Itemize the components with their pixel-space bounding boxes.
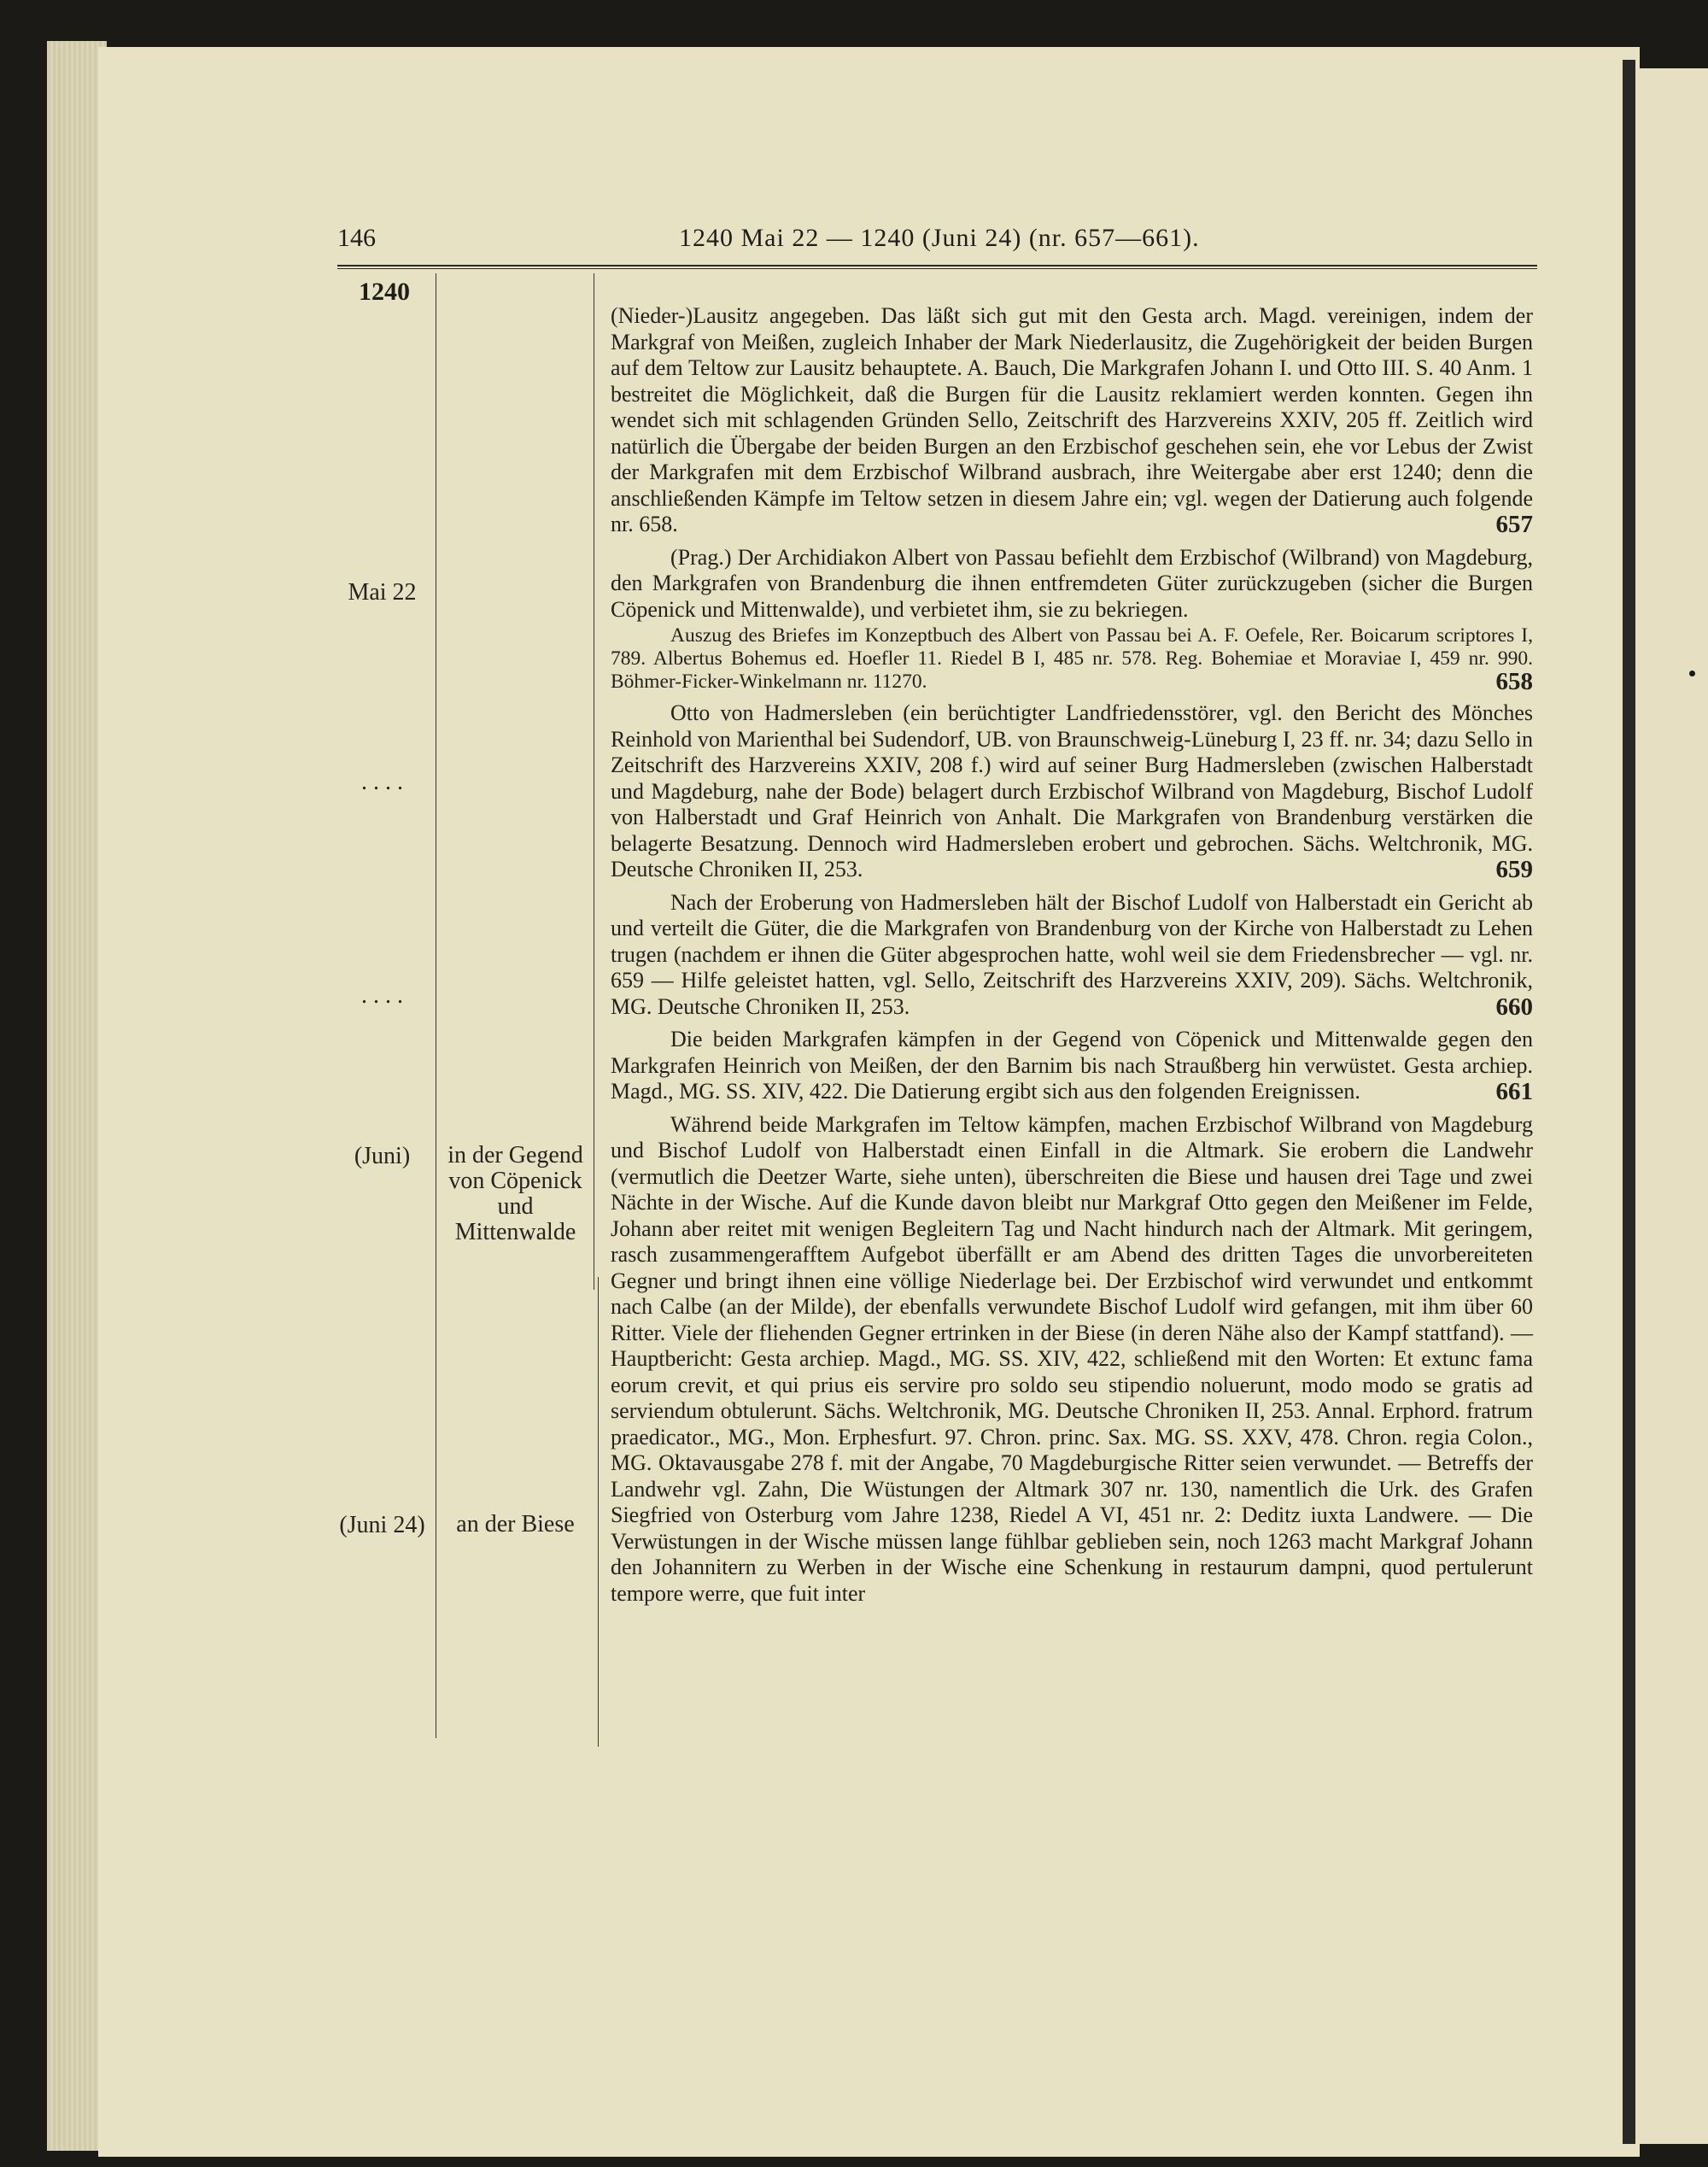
entry-text: Otto von Hadmersleben (ein berüchtigter Landfriedensstörer, vgl. den Bericht des Mönches Reinhold von Marienthal bei Sudendorf, UB. von Braunschweig-Lüneburg I, 23 ff. nr. 34; dazu Sello in Zeitschrift des Harzvereins XXIV, 208 f.) wird auf seiner Burg Hadmersleben (zwischen Halberstadt und Magdeburg, nahe der Bode) belagert durch Erzbischof Wilbrand von Magdeburg, Bischof Ludolf von Halberstadt und Graf Heinrich von Anhalt. Die Markgrafen von Brandenburg verstärken die belagerte Besatzung. Dennoch wird Hadmersleben erobert und gebrochen. Sächs. Weltchronik, MG. Deutsche Chroniken II, 253. 659 bbox=[611, 700, 1533, 883]
regest-entry bbox=[611, 700, 1533, 883]
regest-entry bbox=[611, 545, 1533, 694]
date-cell: (Juni 24) bbox=[339, 1512, 425, 1538]
book-gutter bbox=[1623, 60, 1635, 2144]
entry-number: 659 bbox=[1495, 856, 1533, 883]
date-cell: . . . . bbox=[361, 982, 403, 1009]
entry-number: 657 bbox=[1495, 511, 1533, 538]
date-cell: Mai 22 bbox=[348, 579, 417, 606]
entry-text: (Nieder-)Lausitz angegeben. Das läßt sich gut mit den Gesta arch. Magd. vereinigen, indem der Markgraf von Meißen, zugleich Inhaber der Mark Niederlausitz, die Zugehörigkeit der beiden Burgen auf dem Teltow zur Lausitz behauptete. A. Bauch, Die Markgrafen Johann I. und Otto III. S. 40 Anm. 1 bestreitet die Möglichkeit, daß die Burgen für die Lausitz reklamiert werden konnten. Gegen ihn wendet sich mit schlagenden Gründen Sello, Zeitschrift des Harzvereins XXIV, 205 ff. Zeitlich wird natürlich die Übergabe der beiden Burgen an den Erzbischof geschehen sein, ehe vor Lebus der Zwist der Markgrafen mit dem Erzbischof Wilbrand ausbrach, ihre Weitergabe aber erst 1240; denn die anschließenden Kämpfe im Teltow setzen in diesem Jahre ein; vgl. wegen der Datierung auch folgende nr. 658. 657 bbox=[611, 303, 1533, 538]
entry-text: Während beide Markgrafen im Teltow kämpfen, machen Erzbischof Wilbrand von Magdeburg und Bischof Ludolf von Halberstadt einen Einfall in die Altmark. Sie erobern die Landwehr (vermutlich die Deetzer Warte, siehe unten), überschreiten die Biese und hausen drei Tage und zwei Nächte in der Wische. Auf die Kunde davon bleibt nur Markgraf Otto gegen den Meißener im Felde, Johann aber reitet mit wenigen Begleitern Tag und Nacht hindurch nach der Altmark. Mit geringem, rasch zusammengerafftem Aufgebot überfällt er am Abend des dritten Tages die unvorbereiteten Gegner und bringt ihnen eine völlige Niederlage bei. Der Erzbischof wird verwundet und entkommt nach Calbe (an der Milde), der ebenfalls verwundete Bischof Ludolf wird gefangen, mit ihm über 60 Ritter. Viele der fliehenden Gegner ertrinken in der Biese (in deren Nähe also der Kampf stattfand). — Hauptbericht: Gesta archiep. Magd., MG. SS. XIV, 422, schließend mit den Worten: Et extunc fama eorum crevit, et qui prius eis servire pro soldo seu stipendio noluerunt, modo modo se gratis ad serviendum obtulerunt. Sächs. Weltchronik, MG. Deutsche Chroniken II, 253. Annal. Erphord. fratrum praedicator., MG., Mon. Erphesfurt. 97. Chron. princ. Sax. MG. SS. XXV, 478. Chron. regia Colon., MG. Oktavausgabe 278 f. mit der Angabe, 70 Magdeburgische Ritter seien verwundet. — Betreffs der Landwehr vgl. Zahn, Die Wüstungen der Altmark 307 nr. 130, namentlich die Urk. des Grafen Siegfried von Osterburg vom Jahre 1238, Riedel A VI, 451 nr. 2: Deditz iuxta Landwere. — Die Verwüstungen in der Wische müssen lange fühlbar geblieben sein, noch 1263 macht Markgraf Johann den Johannitern zu Werben in der Wische eine Schenkung in restaurum dampni, quod pertulerunt tempore werre, que fuit inter bbox=[611, 1111, 1533, 1606]
regest-body bbox=[611, 303, 1533, 1614]
date-cell: . . . . bbox=[361, 769, 403, 795]
page-number: 146 bbox=[337, 224, 376, 252]
ink-speck bbox=[1689, 671, 1695, 676]
entry-text: (Prag.) Der Archidiakon Albert von Passau befiehlt dem Erzbischof (Wilbrand) von Magdeburg, den Markgrafen von Brandenburg die ihnen entfremdeten Güter zurückzugeben (sicher die Burgen Cöpenick und Mittenwalde), und verbietet ihm, sie zu bekriegen. bbox=[611, 544, 1533, 622]
entry-number: 661 bbox=[1495, 1078, 1533, 1105]
place-cell: in der Gegend von Cöpenick und Mittenwalde bbox=[447, 1142, 583, 1245]
facing-page-edge bbox=[1635, 68, 1708, 2144]
running-title: 1240 Mai 22 — 1240 (Juni 24) (nr. 657—661). bbox=[679, 224, 1200, 252]
regest-entry bbox=[611, 890, 1533, 1021]
entry-number: 658 bbox=[1495, 668, 1533, 695]
entry-number: 660 bbox=[1495, 993, 1533, 1021]
entry-text: Die beiden Markgrafen kämpfen in der Gegend von Cöpenick und Mittenwalde gegen den Markgrafen Heinrich von Meißen, der den Barnim bis nach Straußberg hin verwüstet. Gesta archiep. Magd., MG. SS. XIV, 422. Die Datierung ergibt sich aus den folgenden Ereignissen. 661 bbox=[611, 1027, 1533, 1105]
entry-text: Nach der Eroberung von Hadmersleben hält der Bischof Ludolf von Halberstadt ein Gericht ab und verteilt die Güter, die die Markgrafen von Brandenburg von der Kirche von Halberstadt zu Lehen trugen (nachdem er ihnen die Güter abgesprochen hatte, wohl weil sie dem Friedensbrecher — vgl. nr. 659 — Hilfe geleistet hatten, vgl. Sello, Zeitschrift des Harzvereins XXIV, 209). Sächs. Weltchronik, MG. Deutsche Chroniken II, 253. 660 bbox=[611, 889, 1533, 1021]
regest-entry bbox=[611, 1027, 1533, 1105]
date-cell: (Juni) bbox=[354, 1143, 411, 1169]
header-rule bbox=[337, 265, 1537, 269]
regest-entry bbox=[611, 303, 1533, 538]
place-column-rule-lower bbox=[598, 1277, 599, 1747]
regest-entry bbox=[611, 1112, 1533, 1608]
year-heading: 1240 bbox=[359, 278, 410, 306]
page-header bbox=[337, 224, 1537, 263]
place-cell: an der Biese bbox=[456, 1511, 575, 1537]
entry-source: Auszug des Briefes im Konzeptbuch des Albert von Passau bei A. F. Oefele, Rer. Boicarum scriptores I, 789. Albertus Bohemus ed. Hoefler 11. Riedel B I, 485 nr. 578. Reg. Bohemiae et Moraviae I, 459 nr. 990. Böhmer-Ficker-Winkelmann nr. 11270. 658 bbox=[611, 624, 1533, 695]
